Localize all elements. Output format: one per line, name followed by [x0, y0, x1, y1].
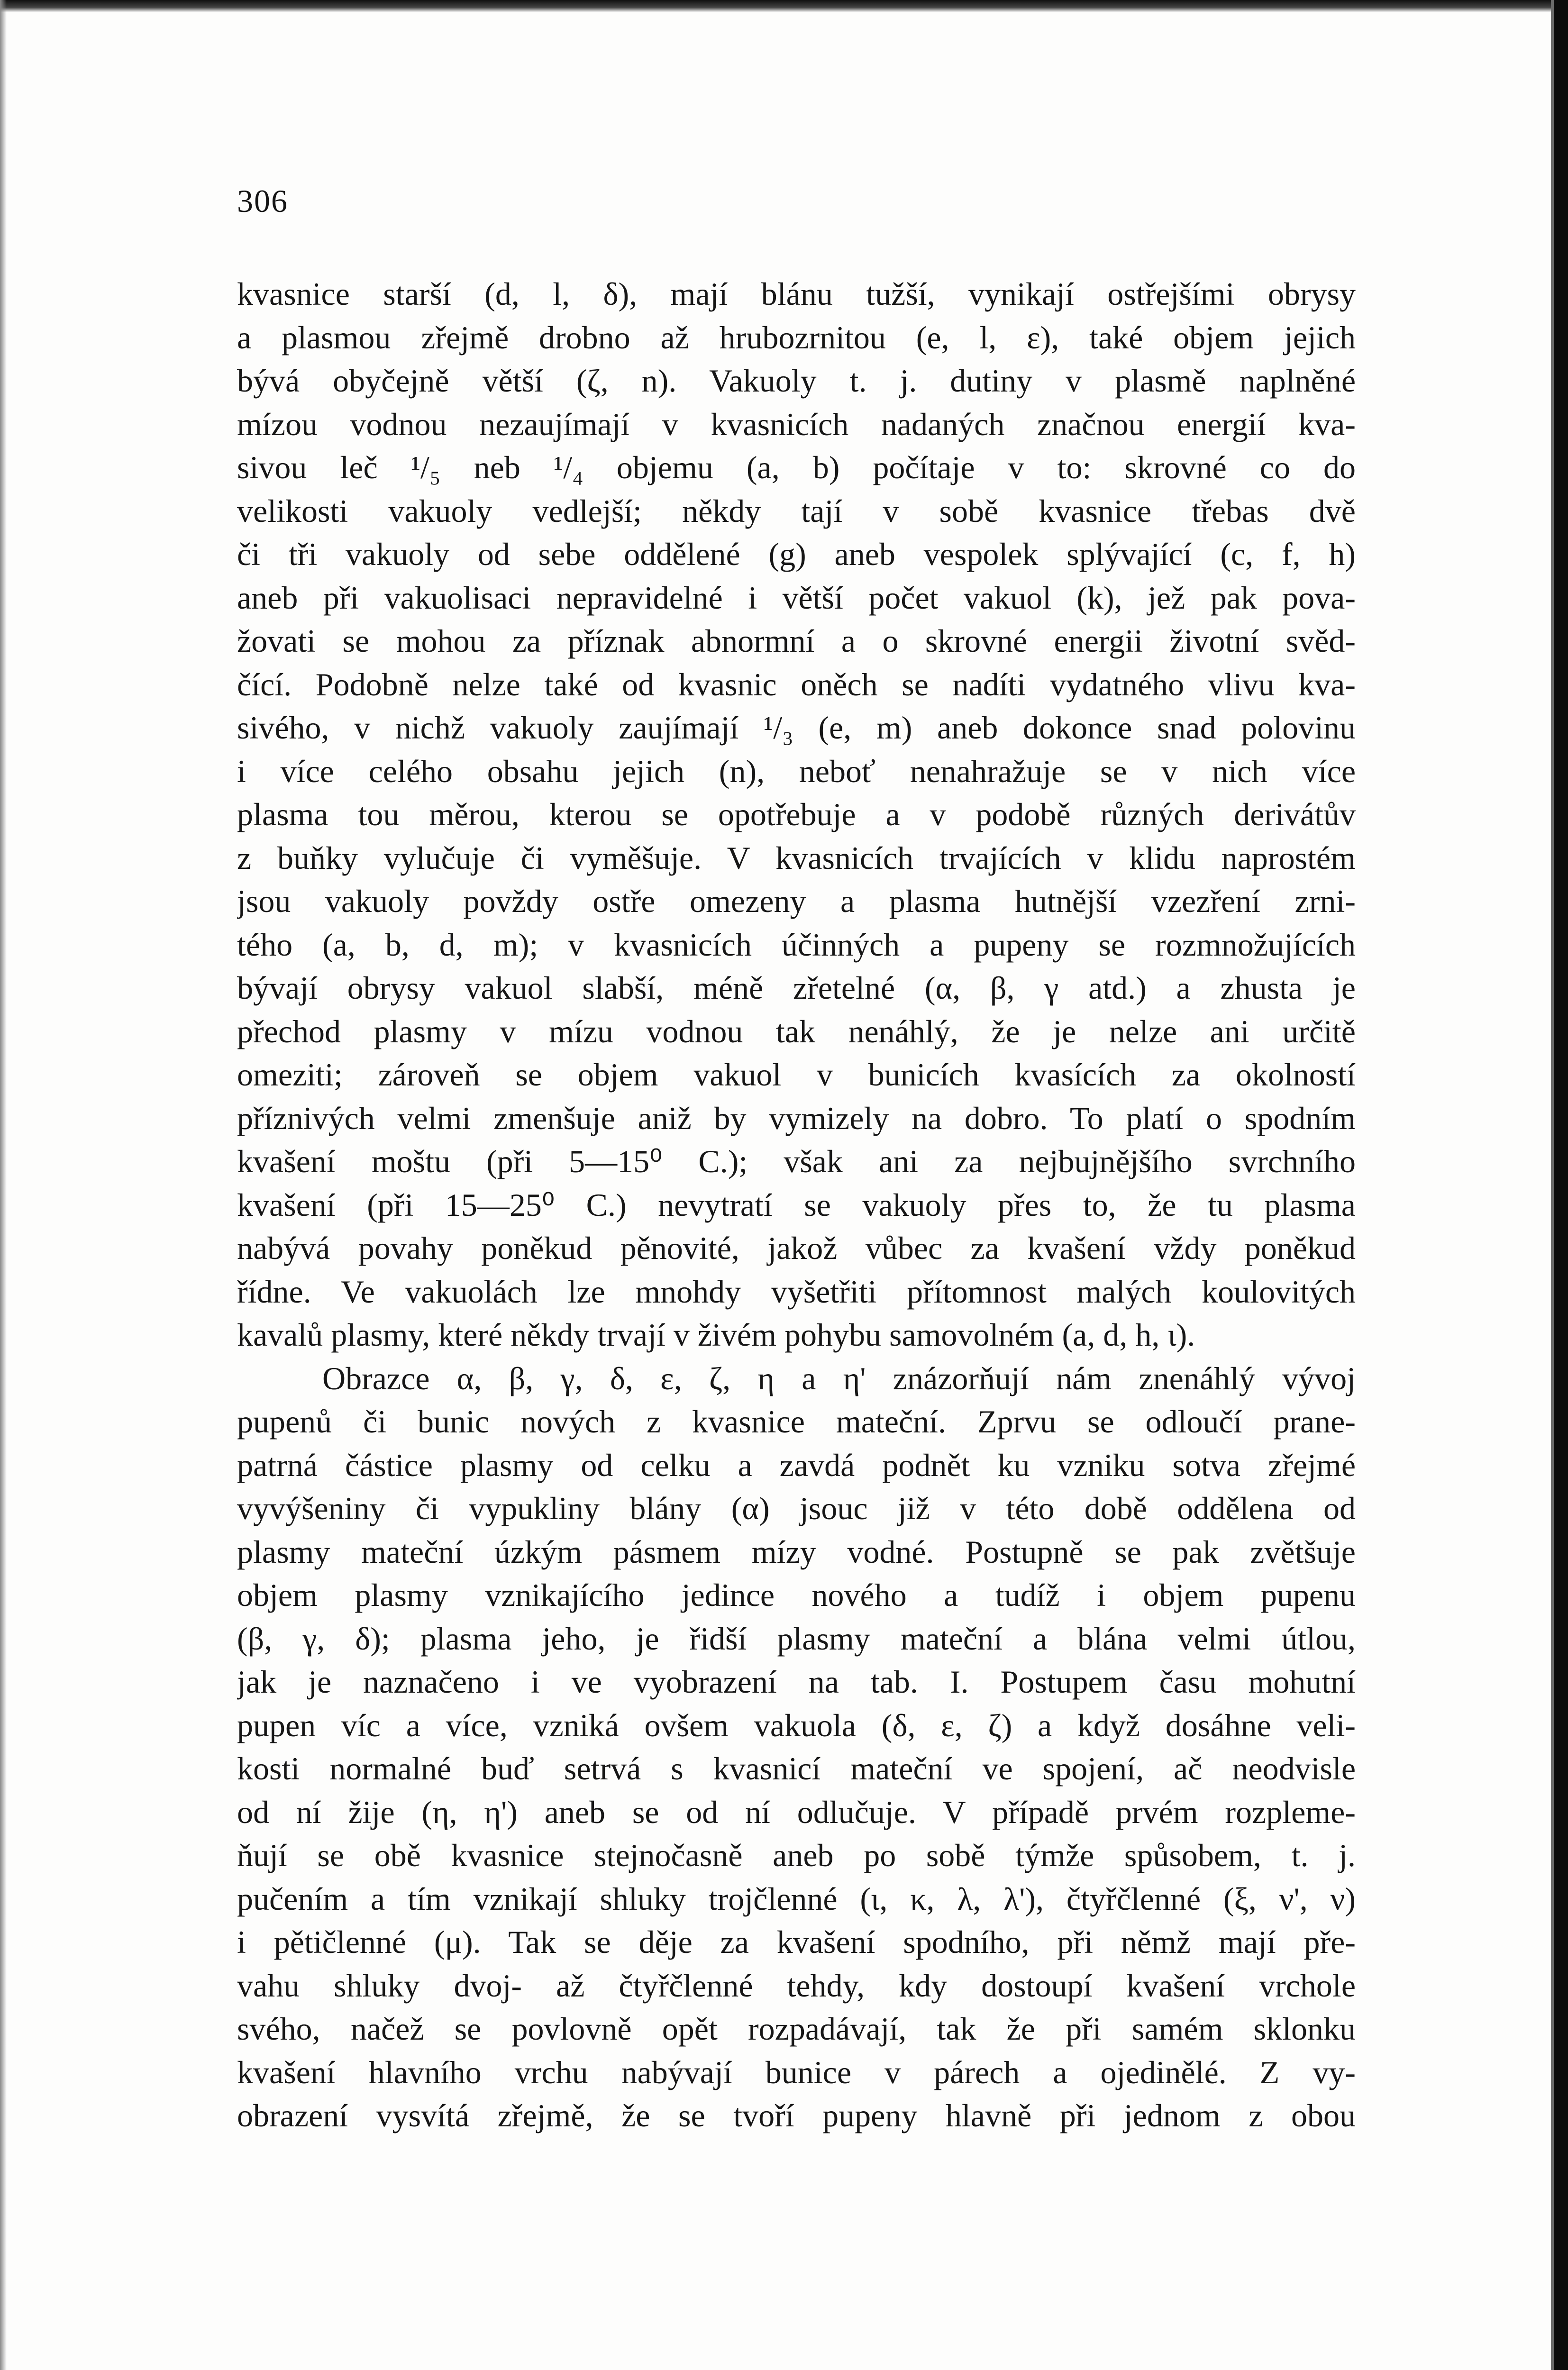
text-line: kvašení hlavního vrchu nabývají bunice v párech a ojedinělé. Z vy-: [237, 2054, 1356, 2090]
text-line: žovati se mohou za příznak abnormní a o skrovné energii životní svěd-: [237, 623, 1356, 659]
text-line: řídne. Ve vakuolách lze mnohdy vyšetřiti přítomnost malých koulovitých: [237, 1273, 1356, 1310]
text-line: tého (a, b, d, m); v kvasnicích účinných a pupeny se rozmnožujících: [237, 926, 1356, 963]
text-line: objem plasmy vznikajícího jedince nového a tudíž i objem pupenu: [237, 1577, 1356, 1613]
text-line: vahu shluky dvoj- až čtyřčlenné tehdy, kdy dostoupí kvašení vrchole: [237, 1967, 1356, 2004]
scan-edge-left: [0, 0, 7, 2370]
text-line: nabývá povahy poněkud pěnovité, jakož vůbec za kvašení vždy poněkud: [237, 1230, 1356, 1266]
page-number: 306: [237, 183, 288, 219]
text-line-paragraph-start: Obrazce α, β, γ, δ, ε, ζ, η a η' znázorňují nám znenáhlý vývoj: [322, 1360, 1356, 1396]
scan-edge-top: [0, 0, 1568, 12]
text-line: z buňky vylučuje či vyměšuje. V kvasnicích trvajících v klidu naprostém: [237, 839, 1356, 876]
text-line: mízou vodnou nezaujímají v kvasnicích nadaných značnou energií kva-: [237, 406, 1356, 442]
text-line: obrazení vysvítá zřejmě, že se tvoří pupeny hlavně při jednom z obou: [237, 2097, 1356, 2133]
text-line: čící. Podobně nelze také od kvasnic oněch se nadíti vydatného vlivu kva-: [237, 666, 1356, 702]
body-text: [237, 273, 1356, 2138]
text-line: kvašení moštu (při 5—15⁰ C.); však ani za nejbujnějšího svrchního: [237, 1143, 1356, 1179]
text-line: vyvýšeniny či vypukliny blány (α) jsouc již v této době oddělena od: [237, 1490, 1356, 1526]
text-line: bývá obyčejně větší (ζ, n). Vakuoly t. j. dutiny v plasmě naplněné: [237, 363, 1356, 399]
text-line: ňují se obě kvasnice stejnočasně aneb po sobě týmže spůsobem, t. j.: [237, 1837, 1356, 1873]
text-line: kosti normalné buď setrvá s kvasnicí mateční ve spojení, ač neodvisle: [237, 1750, 1356, 1787]
text-line: příznivých velmi zmenšuje aniž by vymizely na dobro. To platí o spodním: [237, 1100, 1356, 1136]
text-line: sivou leč ¹/₅ neb ¹/₄ objemu (a, b) počítaje v to: skrovné co do: [237, 449, 1356, 485]
text-line: bývají obrysy vakuol slabší, méně zřetelné (α, β, γ atd.) a zhusta je: [237, 970, 1356, 1006]
text-line: pupen víc a více, vzniká ovšem vakuola (δ, ε, ζ) a když dosáhne veli-: [237, 1707, 1356, 1743]
text-line: aneb při vakuolisaci nepravidelné i větší počet vakuol (k), jež pak pova-: [237, 579, 1356, 616]
text-line: i pětičlenné (μ). Tak se děje za kvašení spodního, při němž mají pře-: [237, 1924, 1356, 1960]
scan-edge-right: [1554, 0, 1568, 2370]
text-line: či tři vakuoly od sebe oddělené (g) aneb vespolek splývající (c, f, h): [237, 536, 1356, 572]
text-line: velikosti vakuoly vedlejší; někdy tají v sobě kvasnice třebas dvě: [237, 492, 1356, 529]
text-line: od ní žije (η, η') aneb se od ní odlučuje. V případě prvém rozpleme-: [237, 1794, 1356, 1830]
text-line: plasma tou měrou, kterou se opotřebuje a v podobě různých derivátův: [237, 796, 1356, 832]
text-line: pupenů či bunic nových z kvasnice mateční. Zprvu se odloučí prane-: [237, 1404, 1356, 1440]
text-line: jsou vakuoly povždy ostře omezeny a plasma hutnější vzezření zrni-: [237, 883, 1356, 919]
text-line: jak je naznačeno i ve vyobrazení na tab. I. Postupem času mohutní: [237, 1664, 1356, 1700]
text-line: (β, γ, δ); plasma jeho, je řidší plasmy mateční a blána velmi útlou,: [237, 1620, 1356, 1657]
text-line: i více celého obsahu jejich (n), neboť nenahražuje se v nich více: [237, 753, 1356, 789]
text-line: pučením a tím vznikají shluky trojčlenné (ι, κ, λ, λ'), čtyřčlenné (ξ, ν', ν): [237, 1880, 1356, 1917]
text-line: omeziti; zároveň se objem vakuol v bunicích kvasících za okolností: [237, 1057, 1356, 1093]
text-line: patrná částice plasmy od celku a zavdá podnět ku vzniku sotva zřejmé: [237, 1447, 1356, 1483]
text-line: plasmy mateční úzkým pásmem mízy vodné. Postupně se pak zvětšuje: [237, 1533, 1356, 1570]
text-line: sivého, v nichž vakuoly zaujímají ¹/₃ (e, m) aneb dokonce snad polovinu: [237, 710, 1356, 746]
text-line: kvasnice starší (d, l, δ), mají blánu tužší, vynikají ostřejšími obrysy: [237, 276, 1356, 312]
text-line: přechod plasmy v mízu vodnou tak nenáhlý, že je nelze ani určitě: [237, 1013, 1356, 1049]
text-line: svého, načež se povlovně opět rozpadávají, tak že při samém sklonku: [237, 2011, 1356, 2047]
text-line: kvašení (při 15—25⁰ C.) nevytratí se vakuoly přes to, že tu plasma: [237, 1186, 1356, 1223]
text-line: a plasmou zřejmě drobno až hrubozrnitou (e, l, ε), také objem jejich: [237, 319, 1356, 356]
text-line: kavalů plasmy, které někdy trvají v živém pohybu samovolném (a, d, h, ι).: [237, 1317, 1195, 1353]
